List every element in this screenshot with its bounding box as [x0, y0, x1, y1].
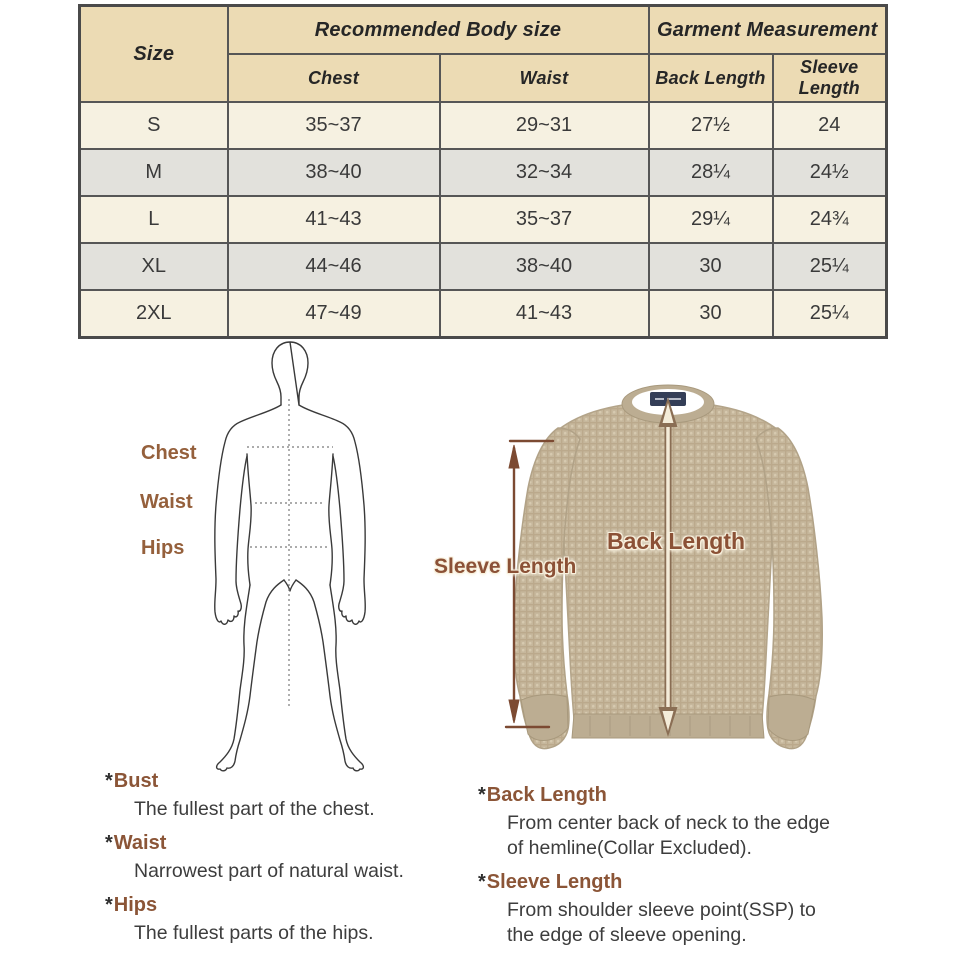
- measurement-definitions-left: [105, 770, 445, 956]
- cell-size: 2XL: [80, 290, 228, 338]
- cell-chest: 47~49: [228, 290, 440, 338]
- torso-right-outline: [329, 454, 333, 585]
- definition-term: *Back Length: [478, 784, 607, 806]
- cell-waist: 38~40: [440, 243, 649, 290]
- hips-figure-label: Hips: [141, 537, 185, 559]
- definition-sleeve-length: [478, 871, 830, 948]
- sleeve-length-annotation: Sleeve Length: [434, 555, 577, 578]
- cell-back-length: 27½: [649, 102, 773, 149]
- definition-bust: [105, 770, 445, 822]
- definition-term: *Sleeve Length: [478, 870, 623, 893]
- cell-chest: 38~40: [228, 149, 440, 196]
- definition-description: The fullest parts of the hips.: [134, 921, 374, 944]
- cell-sleeve-length: 24¾: [773, 196, 887, 243]
- header-size: Size: [80, 6, 228, 103]
- table-row-xl: [80, 243, 887, 290]
- cell-size: L: [80, 196, 228, 243]
- definition-description: From shoulder sleeve point(SSP) to the edge of sleeve opening.: [507, 898, 816, 946]
- asterisk-marker: *: [105, 831, 113, 854]
- cell-size: XL: [80, 243, 228, 290]
- waist-figure-label: Waist: [140, 491, 193, 513]
- cell-waist: 35~37: [440, 196, 649, 243]
- back-length-annotation: Back Length: [607, 528, 746, 554]
- header-chest: Chest: [228, 54, 440, 102]
- cell-sleeve-length: 24½: [773, 149, 887, 196]
- asterisk-marker: *: [105, 770, 113, 792]
- table-row-l: [80, 196, 887, 243]
- crotch-outline: [284, 580, 296, 591]
- definition-description: From center back of neck to the edge of hemline(Collar Excluded).: [507, 812, 831, 859]
- definition-description: The fullest part of the chest.: [134, 798, 375, 820]
- asterisk-marker: *: [478, 784, 486, 806]
- asterisk-marker: *: [105, 893, 113, 916]
- cell-sleeve-length: 24: [773, 102, 887, 149]
- header-sleeve-length: Sleeve Length: [773, 54, 887, 102]
- cell-back-length: 30: [649, 243, 773, 290]
- cell-back-length: 29¼: [649, 196, 773, 243]
- definition-term: *Hips: [105, 893, 158, 916]
- left-leg-outline: [217, 580, 284, 771]
- cell-back-length: 30: [649, 290, 773, 338]
- cell-chest: 35~37: [228, 102, 440, 149]
- asterisk-marker: *: [478, 870, 486, 893]
- cell-back-length: 28¼: [649, 149, 773, 196]
- header-garment-measurement: Garment Measurement: [649, 6, 887, 55]
- chest-figure-label: Chest: [141, 442, 197, 464]
- cell-waist: 32~34: [440, 149, 649, 196]
- definition-term: *Bust: [105, 770, 159, 792]
- table-row-2xl: [80, 290, 887, 338]
- header-back-length: Back Length: [649, 54, 773, 102]
- size-table: [78, 4, 888, 339]
- head-outline: [272, 342, 308, 405]
- definition-hips: [105, 894, 445, 946]
- definition-back-length: [478, 784, 830, 861]
- measurement-definitions-right: [478, 784, 830, 958]
- cell-sleeve-length: 25¼: [773, 243, 887, 290]
- sweater-left-cuff: [521, 695, 568, 741]
- cell-chest: 41~43: [228, 196, 440, 243]
- cell-waist: 41~43: [440, 290, 649, 338]
- right-leg-outline: [296, 580, 363, 771]
- cell-size: M: [80, 149, 228, 196]
- cell-size: S: [80, 102, 228, 149]
- table-row-s: [80, 102, 887, 149]
- definition-description: Narrowest part of natural waist.: [134, 859, 404, 882]
- torso-left-outline: [247, 454, 251, 585]
- body-outline-diagram: [200, 335, 450, 790]
- cell-chest: 44~46: [228, 243, 440, 290]
- table-row-m: [80, 149, 887, 196]
- sweater-right-cuff: [768, 695, 815, 741]
- cell-waist: 29~31: [440, 102, 649, 149]
- definition-waist: [105, 832, 445, 884]
- header-waist: Waist: [440, 54, 649, 102]
- header-recommended-body-size: Recommended Body size: [228, 6, 649, 55]
- cell-sleeve-length: 25¼: [773, 290, 887, 338]
- definition-term: *Waist: [105, 831, 167, 854]
